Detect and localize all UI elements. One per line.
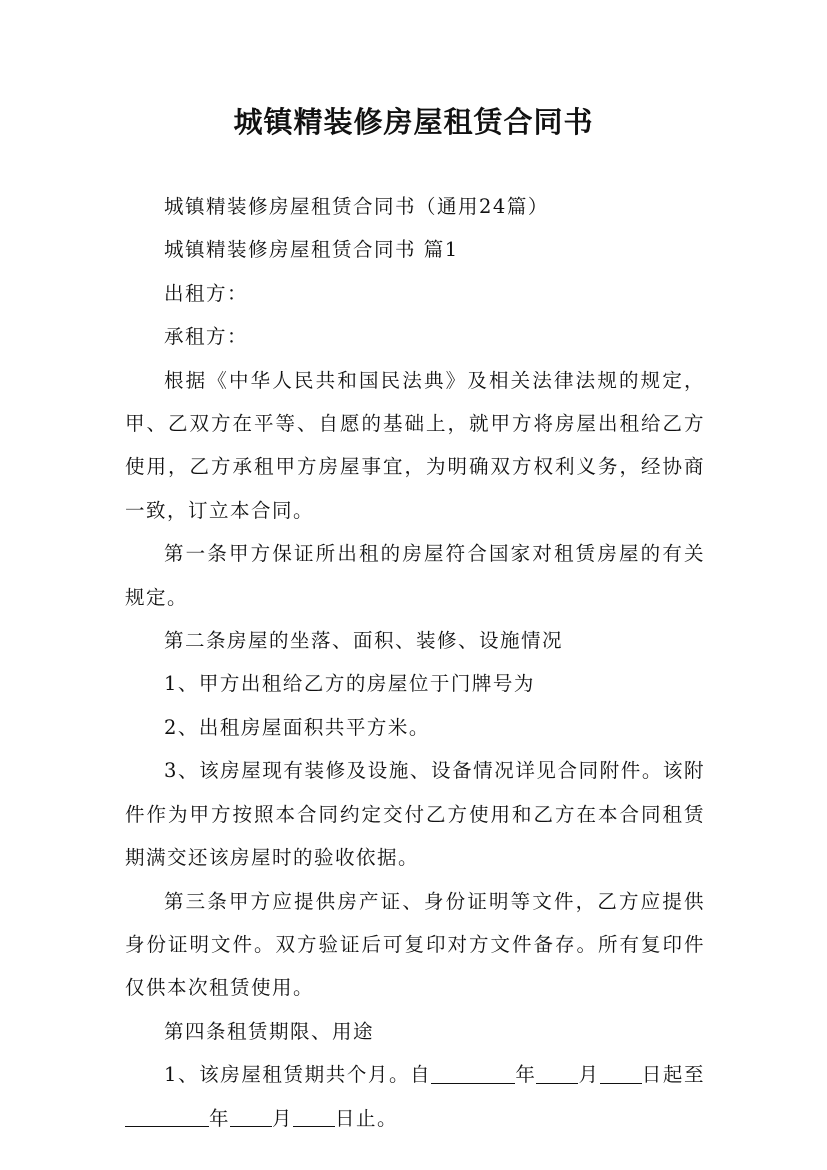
paragraph-article-2-item-3: 3、该房屋现有装修及设施、设备情况详见合同附件。该附件作为甲方按照本合同约定交付乙方使用和乙方在本合同租赁期满交还该房屋时的验收依据。	[125, 759, 705, 870]
paragraph-section-heading: 城镇精装修房屋租赁合同书 篇1	[164, 238, 459, 262]
term-text-7: 日止。	[335, 1106, 399, 1130]
paragraph-article-2-item-2: 2、出租房屋面积共平方米。	[164, 715, 430, 739]
paragraph-article-4: 第四条租赁期限、用途	[164, 1019, 375, 1043]
paragraph-article-4-item-1	[125, 1053, 705, 1140]
paragraph-preamble: 根据《中华人民共和国民法典》及相关法律法规的规定，甲、乙双方在平等、自愿的基础上，就甲方将房屋出租给乙方使用，乙方承租甲方房屋事宜，为明确双方权利义务，经协商一致，订立本合同。	[125, 368, 705, 522]
document-title: 城镇精装修房屋租赁合同书	[233, 105, 594, 139]
blank-end-year	[125, 1107, 209, 1128]
blank-start-month	[536, 1064, 578, 1085]
term-text-5: 年	[209, 1106, 231, 1130]
blank-end-month	[230, 1107, 272, 1128]
term-text-2: 年	[515, 1063, 537, 1087]
paragraph-article-2-item-1: 1、甲方出租给乙方的房屋位于门牌号为	[164, 672, 535, 696]
paragraph-article-1: 第一条甲方保证所出租的房屋符合国家对租赁房屋的有关规定。	[125, 542, 705, 609]
blank-start-year	[431, 1064, 515, 1085]
paragraph-lessor: 出租方：	[164, 281, 249, 305]
term-text-3: 月	[578, 1063, 600, 1087]
term-text-1: 1、该房屋租赁期共个月。自	[164, 1063, 432, 1087]
blank-end-day	[293, 1107, 335, 1128]
paragraph-article-3: 第三条甲方应提供房产证、身份证明等文件，乙方应提供身份证明文件。双方验证后可复印对方文件备存。所有复印件仅供本次租赁使用。	[125, 889, 705, 1000]
document-body	[125, 185, 705, 1140]
blank-start-day	[600, 1064, 642, 1085]
paragraph-article-2: 第二条房屋的坐落、面积、装修、设施情况	[164, 629, 564, 653]
paragraph-lessee: 承租方：	[164, 325, 249, 349]
term-text-6: 月	[272, 1106, 294, 1130]
paragraph-subtitle: 城镇精装修房屋租赁合同书（通用24篇）	[164, 195, 549, 218]
term-text-4: 日起至	[641, 1063, 705, 1087]
